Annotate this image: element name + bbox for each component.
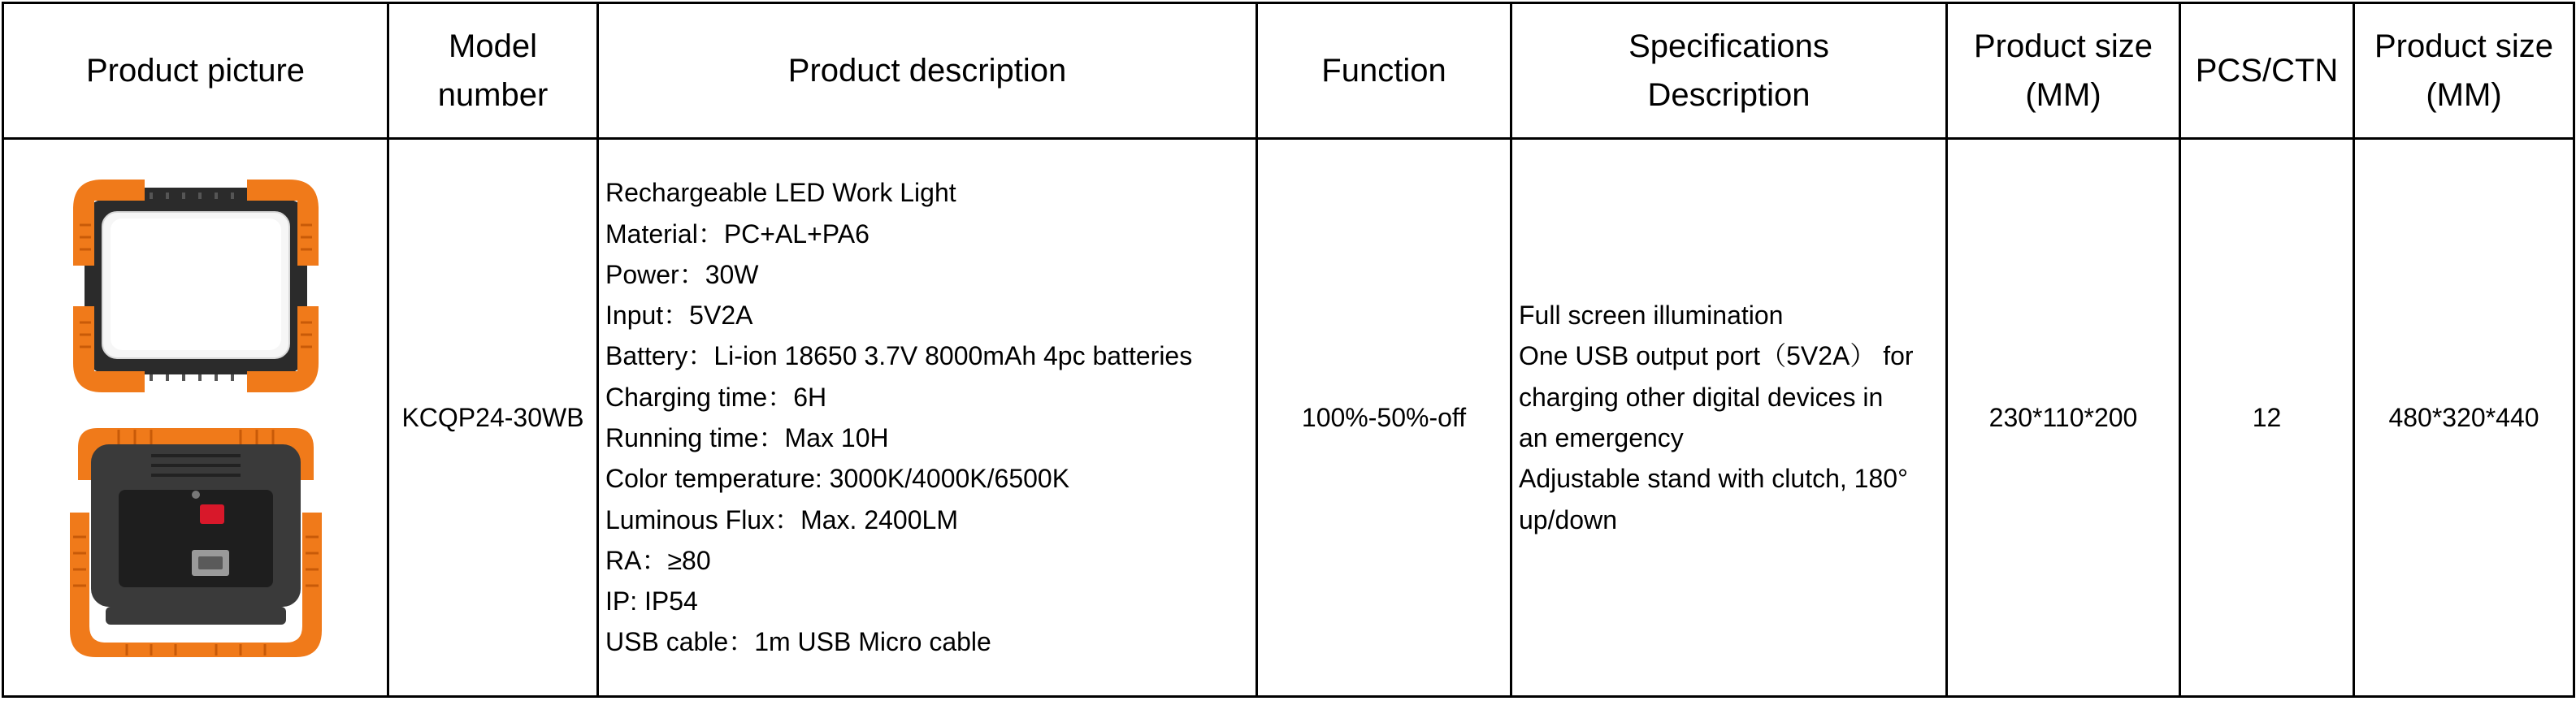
header-carton-size: Product size (MM) — [2354, 3, 2574, 139]
spec-line: One USB output port（5V2A） for — [1519, 341, 1914, 371]
header-product-size: Product size (MM) — [1947, 3, 2180, 139]
description-line: Charging time：6H — [605, 382, 827, 412]
header-model-number: Model number — [388, 3, 598, 139]
header-pcs-ctn: PCS/CTN — [2180, 3, 2354, 139]
carton-size-cell: 480*320*440 — [2354, 139, 2574, 697]
spec-line: Adjustable stand with clutch, 180° — [1519, 464, 1908, 494]
pcs-ctn-cell: 12 — [2180, 139, 2354, 697]
work-light-back-image — [70, 423, 322, 659]
description-line: RA：≥80 — [605, 545, 711, 575]
header-product-picture: Product picture — [3, 3, 388, 139]
description-line: Power：30W — [605, 259, 759, 289]
product-size-cell: 230*110*200 — [1947, 139, 2180, 697]
description-line: Luminous Flux：Max. 2400LM — [605, 504, 958, 534]
description-line: Color temperature: 3000K/4000K/6500K — [605, 464, 1070, 494]
spec-line: up/down — [1519, 504, 1617, 534]
description-line: Battery：Li-ion 18650 3.7V 8000mAh 4pc batteries — [605, 341, 1193, 371]
header-row — [3, 3, 2574, 139]
specifications-cell — [1511, 139, 1947, 697]
description-line: Running time：Max 10H — [605, 423, 889, 452]
model-number-cell: KCQP24-30WB — [388, 139, 598, 697]
header-specifications: Specifications Description — [1511, 3, 1947, 139]
header-function: Function — [1257, 3, 1511, 139]
description-line: Rechargeable LED Work Light — [605, 178, 956, 208]
description-line: USB cable：1m USB Micro cable — [605, 627, 991, 657]
description-line: IP: IP54 — [605, 586, 698, 617]
description-line: Material：PC+AL+PA6 — [605, 219, 870, 249]
work-light-front-image — [70, 176, 322, 396]
product-table — [2, 2, 2575, 698]
spec-line: charging other digital devices in — [1519, 382, 1884, 412]
product-description-cell — [598, 139, 1257, 697]
description-line: Input：5V2A — [605, 301, 753, 331]
table-row — [3, 139, 2574, 697]
spec-line: an emergency — [1519, 423, 1684, 452]
function-cell: 100%-50%-off — [1257, 139, 1511, 697]
header-product-description: Product description — [598, 3, 1257, 139]
product-picture-cell — [3, 139, 388, 697]
spec-line: Full screen illumination — [1519, 301, 1784, 331]
